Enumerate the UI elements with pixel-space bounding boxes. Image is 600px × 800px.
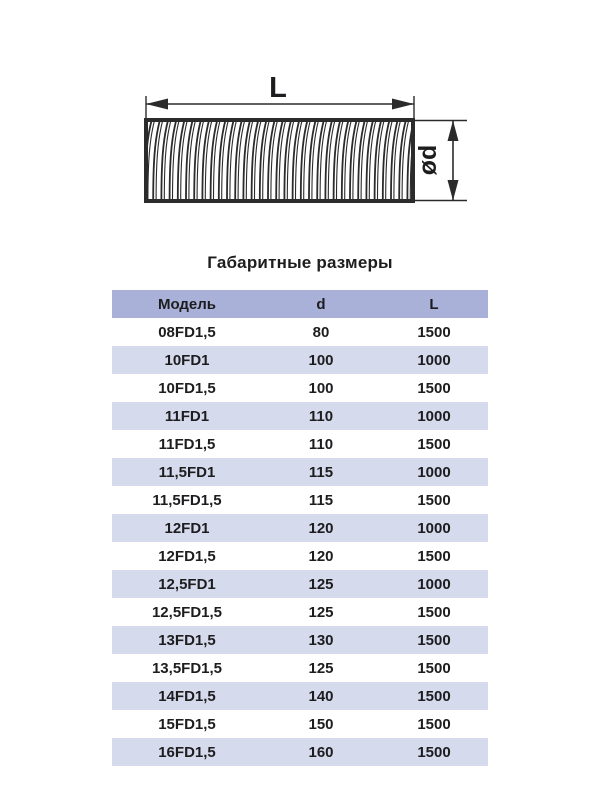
length-dimension-label: L: [269, 72, 287, 104]
table-row: [112, 626, 488, 654]
table-row: [112, 374, 488, 402]
d-cell: 115: [308, 491, 334, 509]
column-header-l: L: [429, 295, 439, 313]
arrowhead-right-icon: [392, 99, 414, 110]
model-cell: 14FD1,5: [158, 687, 216, 705]
model-cell: 11FD1: [164, 407, 210, 425]
model-cell: 11FD1,5: [158, 435, 216, 453]
table-row: [112, 318, 488, 346]
table-row: [112, 458, 488, 486]
column-header-model: Модель: [157, 295, 217, 313]
table-row: [112, 654, 488, 682]
column-header-d: d: [316, 295, 326, 313]
table-row: [112, 430, 488, 458]
model-cell: 13,5FD1,5: [151, 659, 223, 677]
l-cell: 1500: [417, 379, 451, 397]
table-title: Габаритные размеры: [207, 253, 393, 272]
model-cell: 12,5FD1,5: [151, 603, 223, 621]
model-cell: 10FD1,5: [158, 379, 216, 397]
d-cell: 120: [308, 519, 334, 537]
l-cell: 1500: [417, 659, 451, 677]
table-row: [112, 542, 488, 570]
l-cell: 1500: [417, 603, 451, 621]
d-cell: 140: [308, 687, 334, 705]
table-row: [112, 710, 488, 738]
d-cell: 115: [308, 463, 334, 481]
d-cell: 80: [312, 323, 330, 341]
model-cell: 15FD1,5: [158, 715, 216, 733]
model-cell: 08FD1,5: [158, 323, 216, 341]
l-cell: 1000: [417, 407, 451, 425]
d-cell: 125: [308, 575, 334, 593]
arrowhead-left-icon: [146, 99, 168, 110]
l-cell: 1500: [417, 743, 451, 761]
model-cell: 11,5FD1: [158, 463, 216, 481]
l-cell: 1500: [417, 715, 451, 733]
arrowhead-down-icon: [448, 180, 459, 201]
table-row: [112, 682, 488, 710]
model-cell: 12FD1: [164, 519, 210, 537]
l-cell: 1500: [417, 491, 451, 509]
table-body: [112, 318, 488, 766]
d-cell: 100: [308, 379, 334, 397]
d-cell: 120: [308, 547, 334, 565]
d-cell: 100: [308, 351, 334, 369]
d-cell: 160: [308, 743, 334, 761]
table-row: [112, 346, 488, 374]
model-cell: 10FD1: [164, 351, 210, 369]
l-cell: 1000: [417, 575, 451, 593]
l-cell: 1000: [417, 519, 451, 537]
l-cell: 1500: [417, 547, 451, 565]
d-cell: 125: [308, 659, 334, 677]
l-cell: 1000: [417, 351, 451, 369]
table-row: [112, 486, 488, 514]
table-row: [112, 598, 488, 626]
model-cell: 13FD1,5: [158, 631, 216, 649]
l-cell: 1500: [417, 323, 451, 341]
model-cell: 12,5FD1: [158, 575, 216, 593]
l-cell: 1500: [417, 687, 451, 705]
l-cell: 1500: [417, 435, 451, 453]
table-row: [112, 570, 488, 598]
d-cell: 110: [308, 407, 334, 425]
table-header: [112, 290, 488, 318]
duct-diagram: [0, 0, 600, 230]
l-cell: 1500: [417, 631, 451, 649]
model-cell: 11,5FD1,5: [152, 491, 222, 509]
diameter-dimension-label: ød: [414, 144, 442, 176]
d-cell: 110: [308, 435, 334, 453]
table-row: [112, 738, 488, 766]
arrowhead-up-icon: [448, 121, 459, 142]
table-row: [112, 402, 488, 430]
d-cell: 150: [308, 715, 334, 733]
model-cell: 12FD1,5: [158, 547, 216, 565]
d-cell: 130: [308, 631, 334, 649]
model-cell: 16FD1,5: [158, 743, 216, 761]
table-row: [112, 514, 488, 542]
dimensions-table: [112, 290, 488, 766]
l-cell: 1000: [417, 463, 451, 481]
d-cell: 125: [308, 603, 334, 621]
